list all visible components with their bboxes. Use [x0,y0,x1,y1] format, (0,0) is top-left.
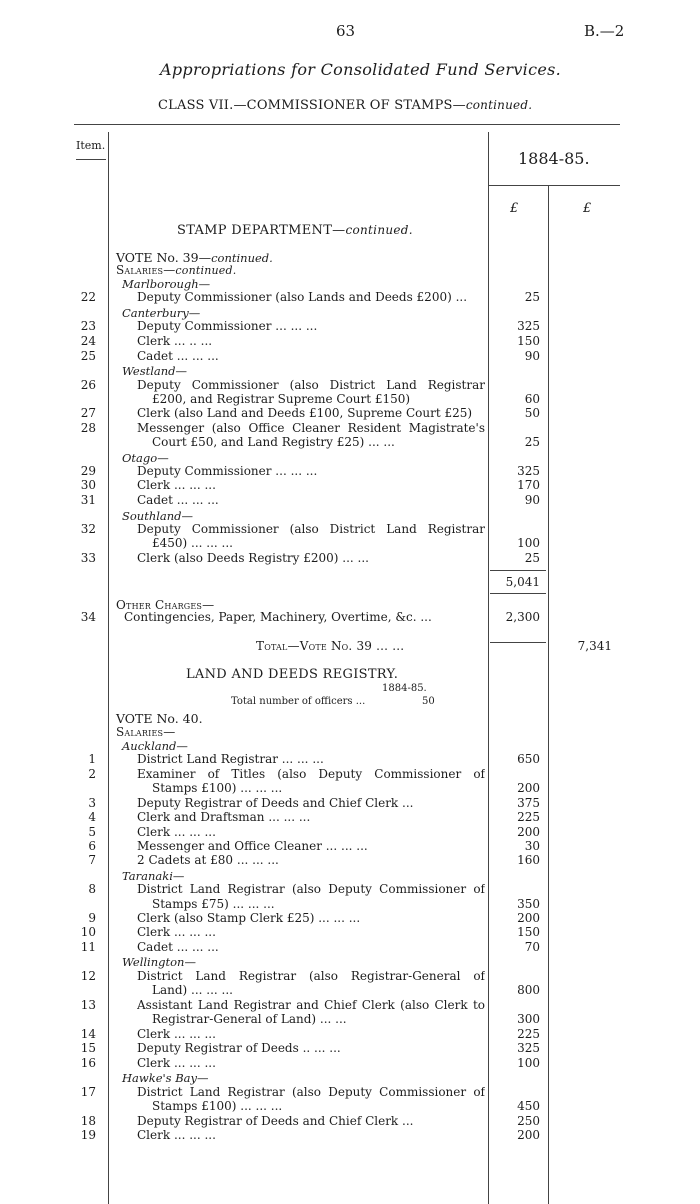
item-number: 28 [80,421,96,435]
item-number: 6 [88,839,96,853]
item-description: Cadet ... ... ... [137,350,219,363]
item-amount: 150 [517,334,540,348]
class-heading-main: CLASS VII.—COMMISSIONER OF STAMPS— [158,98,466,113]
region-taranaki: Taranaki— [122,869,185,883]
vote-39-total-label: Total—Vote No. 39 ... ... [256,640,405,653]
item-description-continued: Stamps £75) ... ... ... [152,898,275,911]
item-description: Examiner of Titles (also Deputy Commissioner of [137,768,485,781]
item-description: Clerk ... ... ... [137,1057,216,1070]
table-row [0,407,700,420]
table-row [0,523,700,536]
table-row [0,883,700,896]
item-number: 30 [80,478,96,492]
table-row [0,465,700,478]
region-wellington: Wellington— [122,955,196,969]
item-amount: 100 [517,1056,540,1070]
region-canterbury: Canterbury— [122,306,201,320]
page-title: Appropriations for Consolidated Fund Services. [160,60,562,79]
table-row [0,291,700,304]
table-row-continued [0,436,700,449]
item-description: Clerk (also Deeds Registry £200) ... ... [137,552,369,565]
item-amount: 30 [524,839,540,853]
land-salaries-label: Salaries— [116,725,176,739]
item-amount: 150 [517,925,540,939]
table-row-continued [0,537,700,550]
officers-count: 50 [422,696,435,707]
item-amount: 225 [517,1027,540,1041]
table-row [0,479,700,492]
table-row [0,1086,700,1099]
class-heading-continued: continued. [465,98,533,112]
stamp-heading-continued: continued. [345,223,413,237]
item-description: Cadet ... ... ... [137,941,219,954]
item-amount: 225 [517,810,540,824]
item-description: Messenger and Office Cleaner ... ... ... [137,840,368,853]
table-row-continued [0,393,700,406]
item-number: 27 [80,406,96,420]
item-amount: 25 [524,435,540,449]
item-number: 17 [80,1085,96,1099]
item-description: Clerk ... .. ... [137,335,213,348]
subtotal-row [0,576,700,589]
item-description: Clerk ... ... ... [137,1129,216,1142]
table-row [0,854,700,867]
item-number: 15 [80,1041,96,1055]
item-description-continued: Stamps £100) ... ... ... [152,1100,283,1113]
table-row [0,999,700,1012]
region-hawkes-bay: Hawke's Bay— [122,1071,209,1085]
class-heading [158,98,532,113]
item-amount: 2,300 [505,610,540,624]
item-description: Deputy Commissioner (also District Land Registrar [137,523,485,536]
region-westland: Westland— [122,364,188,378]
table-row [0,926,700,939]
item-number: 19 [80,1128,96,1142]
table-row [0,912,700,925]
item-amount: 325 [517,464,540,478]
currency-right: £ [583,201,592,216]
table-row [0,320,700,333]
item-description: District Land Registrar (also Deputy Commissioner of [137,1086,485,1099]
item-amount: 170 [517,478,540,492]
item-number: 14 [80,1027,96,1041]
item-amount: 325 [517,319,540,333]
item-amount: 25 [524,551,540,565]
item-description: Clerk ... ... ... [137,826,216,839]
item-number: 25 [80,349,96,363]
table-row-continued [0,898,700,911]
item-number: 24 [80,334,96,348]
other-charges-label: Other Charges— [116,598,215,612]
item-amount: 650 [517,752,540,766]
item-amount: 100 [517,536,540,550]
item-column-header: Item. [76,139,106,152]
subtotal-amount: 5,041 [505,575,540,589]
item-description: Deputy Registrar of Deeds and Chief Clerk ... [137,797,414,810]
item-description-continued: £200, and Registrar Supreme Court £150) [152,393,411,406]
item-number: 29 [80,464,96,478]
table-row [0,552,700,565]
item-number: 10 [80,925,96,939]
table-row [0,811,700,824]
item-amount: 200 [517,911,540,925]
table-row-continued [0,984,700,997]
item-description: Clerk ... ... ... [137,479,216,492]
table-row [0,970,700,983]
table-row [0,335,700,348]
item-number: 33 [80,551,96,565]
item-number: 11 [80,940,96,954]
region-otago: Otago— [122,451,169,465]
item-number: 2 [88,767,96,781]
item-description-continued: Stamps £100) ... ... ... [152,782,283,795]
item-description: Clerk ... ... ... [137,926,216,939]
item-description: Deputy Registrar of Deeds .. ... ... [137,1042,341,1055]
salaries-main: Salaries— [116,263,176,277]
table-row [0,826,700,839]
item-number: 13 [80,998,96,1012]
item-description: 2 Cadets at £80 ... ... ... [137,854,279,867]
item-number: 4 [88,810,96,824]
table-row [0,1057,700,1070]
document-reference: B.—2 [584,22,625,40]
item-number: 9 [88,911,96,925]
item-amount: 90 [524,493,540,507]
table-row [0,1028,700,1041]
item-number: 16 [80,1056,96,1070]
table-row [0,753,700,766]
land-year-label: 1884-85. [382,683,427,694]
land-deeds-heading: LAND AND DEEDS REGISTRY. [186,667,399,682]
table-row [0,379,700,392]
item-amount: 160 [517,853,540,867]
item-number: 23 [80,319,96,333]
item-number: 8 [88,882,96,896]
table-row [0,840,700,853]
table-row [0,1129,700,1142]
year-underline [488,185,620,186]
table-row [0,494,700,507]
item-description-continued: Land) ... ... ... [152,984,233,997]
item-description: District Land Registrar ... ... ... [137,753,324,766]
item-amount: 60 [524,392,540,406]
table-row [0,797,700,810]
item-description: District Land Registrar (also Deputy Commissioner of [137,883,485,896]
item-amount: 325 [517,1041,540,1055]
vote-39-total: 7,341 [577,639,612,653]
item-description: Clerk and Draftsman ... ... ... [137,811,311,824]
vote-40-label: VOTE No. 40. [116,711,203,726]
vote-39-continued: continued. [211,251,273,265]
item-number: 3 [88,796,96,810]
item-amount: 200 [517,781,540,795]
item-description-continued: Registrar-General of Land) ... ... [152,1013,347,1026]
subtotal-rule-top [490,570,546,571]
item-number: 7 [88,853,96,867]
item-number: 18 [80,1114,96,1128]
item-description: Deputy Commissioner (also Lands and Deeds £200) ... [137,291,468,304]
item-description: Clerk (also Land and Deeds £100, Supreme Court £25) [137,407,473,420]
region-auckland: Auckland— [122,739,188,753]
item-number: 32 [80,522,96,536]
currency-left: £ [510,201,519,216]
table-top-rule [74,124,620,125]
item-amount: 200 [517,825,540,839]
stamp-heading-main: STAMP DEPARTMENT— [177,223,346,238]
item-description: District Land Registrar (also Registrar-General of [137,970,485,983]
officers-label: Total number of officers ... [231,696,366,707]
table-row-continued [0,1013,700,1026]
year-column-header: 1884-85. [518,149,590,168]
item-amount: 90 [524,349,540,363]
salaries-continued: continued. [175,264,237,277]
item-description: Clerk (also Stamp Clerk £25) ... ... ... [137,912,361,925]
item-header-underline [76,159,106,160]
table-row [0,941,700,954]
salaries-label [116,263,236,277]
item-amount: 350 [517,897,540,911]
page-number: 63 [336,22,356,40]
item-description: Contingencies, Paper, Machinery, Overtime, &c. ... [124,611,432,624]
item-number: 26 [80,378,96,392]
item-description: Cadet ... ... ... [137,494,219,507]
item-description: Messenger (also Office Cleaner Resident Magistrate's [137,422,485,435]
item-amount: 25 [524,290,540,304]
item-description: Deputy Registrar of Deeds and Chief Clerk ... [137,1115,414,1128]
item-amount: 200 [517,1128,540,1142]
vote-39-total-row [0,640,700,653]
item-number: 34 [80,610,96,624]
table-row-continued [0,782,700,795]
item-description: Assistant Land Registrar and Chief Clerk (also Clerk to [137,999,485,1012]
item-amount: 450 [517,1099,540,1113]
table-row [0,611,700,624]
table-row-continued [0,1100,700,1113]
item-number: 12 [80,969,96,983]
item-description-continued: Court £50, and Land Registry £25) ... ... [152,436,395,449]
stamp-department-heading [177,223,413,238]
table-row [0,350,700,363]
item-description: Deputy Commissioner (also District Land Registrar [137,379,485,392]
item-amount: 800 [517,983,540,997]
item-number: 1 [88,752,96,766]
table-row [0,1042,700,1055]
item-description-continued: £450) ... ... ... [152,537,233,550]
region-southland: Southland— [122,509,194,523]
item-amount: 300 [517,1012,540,1026]
item-amount: 50 [524,406,540,420]
region-marlborough: Marlborough— [122,277,211,291]
item-amount: 70 [524,940,540,954]
item-description: Deputy Commissioner ... ... ... [137,320,318,333]
item-number: 5 [88,825,96,839]
table-row [0,422,700,435]
subtotal-rule-bottom [490,593,546,594]
table-row [0,768,700,781]
item-description: Deputy Commissioner ... ... ... [137,465,318,478]
item-number: 22 [80,290,96,304]
item-amount: 250 [517,1114,540,1128]
item-number: 31 [80,493,96,507]
item-description: Clerk ... ... ... [137,1028,216,1041]
vote-39-main: VOTE No. 39— [116,250,212,265]
item-amount: 375 [517,796,540,810]
table-row [0,1115,700,1128]
